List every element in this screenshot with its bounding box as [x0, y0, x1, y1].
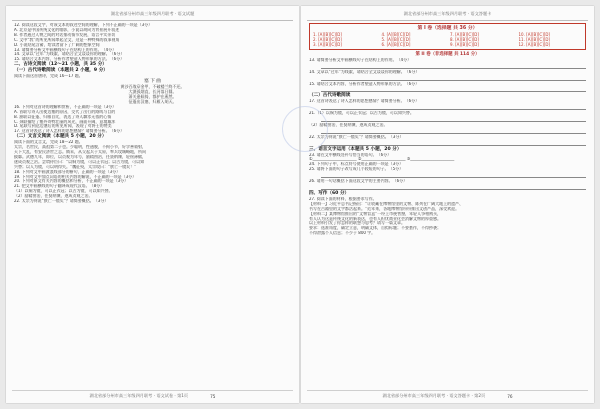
answer-line[interactable] [321, 140, 586, 146]
passage-line: 兴替；以人为镜，可以明得失。”魏征殁，太宗叹曰：“朕亡一镜矣！” [14, 164, 137, 169]
subsection-heading: （二）文言文阅读（本题共 5 小题，20 分） [14, 134, 107, 140]
essay-prompt-line: 要求：选准角度，确定立意，明确文体，自拟标题；不要套作，不得抄袭； [309, 226, 441, 231]
answer-prompt: 26. 请用一句话概括下面这段文字的主要内容。（6分） [309, 179, 408, 184]
part2-title: 第 II 卷（非选择题 共 114 分） [415, 52, 480, 57]
question-line: 19. 下列对文中加点词语的相关内容的解说，不正确的一项是（3分） [14, 174, 137, 179]
left-page-footer [12, 390, 293, 401]
document-spread [6, 6, 594, 403]
question-line: 17. 这首诗表达了诗人怎样的思想感情？请简要分析。（6分） [14, 129, 125, 134]
left-page [6, 6, 299, 403]
subsection-heading: （二）古代诗歌阅读 [309, 93, 351, 99]
question-line: 16. 下列对这首诗的理解和赏析，不正确的一项是（3分） [14, 104, 117, 109]
question-line: 12. 阅读这段文字，对该文本的叙述空间的理解，下列不正确的一项是（3分） [14, 23, 153, 27]
poem-title: 塞 下 曲 [144, 79, 161, 85]
answer-line[interactable] [321, 184, 586, 190]
question-line: 15. 请结合文本内容，分析作者塑造人物形象的方法。（6分） [14, 57, 125, 62]
wenyan-intro: 阅读下面的文言文，完成 18～22 题。 [14, 140, 83, 145]
poem-line: 黄沙百战穿金甲，不破楼兰终不还。 [120, 84, 185, 90]
choice-cell[interactable]: 12. [A][B][C][D] [518, 42, 550, 47]
essay-prompt-line: 不得泄露个人信息；不少于 800 字。 [309, 231, 376, 236]
question-line: （1）以铜为镜，可以正衣冠；以古为镜，可以知兴替。 [14, 189, 113, 194]
question-line: 20. 下列对原文有关内容的概括和分析，不正确的一项是（3分） [14, 179, 129, 184]
choice-cell[interactable]: 5. [A][B][C][D] [381, 37, 411, 42]
answer-prompt: 25. 请将下面的句子改写成几个较短的句子。（5分） [309, 167, 404, 172]
choice-cell[interactable]: 11. [A][B][C][D] [518, 37, 550, 42]
choice-cell[interactable]: 2. [A][B][C][D] [313, 37, 342, 42]
answer-blanks[interactable]: ①______________________ ②______________________ ③______________________ [309, 157, 455, 162]
essay-prompt-line: 【材料一】习近平总书记指出：“让收藏在博物馆里的文物、陈列在广阔大地上的遗产、 [309, 201, 464, 206]
essay-prompt-line: 27. 阅读下面的材料，根据要求写作。 [309, 196, 377, 201]
question-line: 22. 太宗为何说“朕亡一镜矣”？请简要概括。（3分） [14, 199, 109, 204]
answer-prompt: 22. 太宗为何说“朕亡一镜矣”？请简要概括。（3分） [309, 134, 404, 139]
right-page [301, 6, 594, 403]
answer-line[interactable] [321, 63, 586, 69]
poem-line: 征蓬出汉塞，归雁入胡天。 [128, 98, 177, 104]
subsection-heading: 三、语言文字运用（本题共 5 小题，20 分） [309, 146, 402, 152]
answer-prompt: （2）励精图治，任贤纳谏，遂成贞观之治。 [309, 122, 388, 127]
answer-line[interactable] [321, 87, 586, 93]
poem-line: 大漠孤烟直，长河落日圆。 [128, 89, 177, 95]
answer-prompt: 14. 文章以“过年”为线索，请结合全文谈谈你的理解。（6分） [309, 69, 420, 74]
right-page-header: 湖北省部分州市高三年级四月联考 · 语文答题卡 [307, 8, 588, 21]
choice-row [313, 42, 582, 47]
right-page-content [309, 23, 586, 389]
left-page-header: 湖北省部分州市高三年级四月联考 · 语文试题 [12, 8, 293, 21]
answer-prompt: 17. 这首诗表达了诗人怎样的思想感情？请简要分析。（6分） [309, 99, 420, 104]
left-page-content [14, 23, 291, 389]
choice-cell[interactable]: 6. [A][B][C][D] [381, 42, 411, 47]
poem-intro: 阅读下面这首唐诗，完成 16～17 题。 [14, 74, 83, 79]
question-line: B. 作者通过人物之间的对话推动情节发展，语言平实亲切 [14, 32, 116, 37]
page-number: 75 [210, 393, 216, 399]
essay-prompt-line: 【材料二】某博物馆推出的“文物盲盒”一经上市便售罄，年轻人争相购买， [309, 211, 442, 216]
question-line: 21. 把文中画横线的句子翻译成现代汉语。（8分） [14, 184, 105, 189]
answer-line[interactable] [321, 116, 586, 122]
subsection-heading: 四、写作（60 分） [309, 190, 350, 196]
poem-line: 萧关逢候骑，都护在燕然。 [128, 93, 177, 99]
answer-grid-box [309, 23, 586, 50]
essay-prompt-line: 以上材料引发了你怎样的联想与思考？请写一篇文章。 [309, 221, 405, 226]
question-line: C. 文中“我”的所见所闻串起全文，这是一种特殊的叙事视角 [14, 37, 120, 42]
section-heading: 二、古诗文阅读（12～21 小题，共 35 分） [14, 62, 107, 68]
right-page-footer [307, 390, 588, 401]
answer-line[interactable] [321, 128, 586, 134]
answer-prompt: 21.（1）以铜为镜，可以正衣冠；以古为镜，可以知兴替。 [309, 111, 414, 116]
choice-cell[interactable]: 8. [A][B][C][D] [450, 37, 479, 42]
answer-line[interactable] [321, 104, 586, 110]
question-line: D. 小说结尾含蓄，给读者留下了广阔的想象空间 [14, 42, 100, 47]
subsection-heading: （一）古代诗歌阅读（本题共 2 小题，9 分） [14, 68, 108, 74]
page-number: 76 [507, 393, 513, 399]
footer-note: 湖北省部分州市高三年级四月联考 · 语文答题卡 · 第2页 [382, 393, 486, 398]
question-line: A. 北京是中国传统文化的缩影，小说以胡同为背景展开叙述 [14, 27, 120, 32]
choice-cell[interactable]: 1. [A][B][C][D] [313, 32, 342, 37]
passage-line: 遂成贞观之治。尝谓侍臣曰：“以铜为镜，可以正衣冠；以古为镜，可以知 [14, 159, 145, 164]
choice-cell[interactable]: 10. [A][B][C][D] [518, 32, 550, 37]
answer-prompt: 24. 下列句子中，标点符号使用正确的一项是（3分） [309, 162, 404, 167]
choice-cell[interactable]: 3. [A][B][C][D] [313, 42, 342, 47]
question-line: （2）励精图治，任贤纳谏，遂成贞观之治。 [14, 194, 93, 199]
answer-grid-title: 第 I 卷（选择题 共 36 分） [417, 26, 478, 31]
passage-line: 天下大乱，有安民济世之志。隋末，从父起兵于太原，率兵攻城略地，所向 [14, 150, 146, 155]
question-line: A. 首联写诗人出使边塞的原因，交代了出行的路线与目的 [14, 109, 116, 114]
essay-prompt-line: 有人认为这是传统文化的新表达，也有人担忧商业化会消解文物的厚重感。 [309, 216, 441, 221]
question-line: C. 颈联描绘了塞外奇特壮丽的风光，画面开阔，意境雄浑 [14, 119, 116, 124]
choice-cell[interactable]: 9. [A][B][C][D] [450, 42, 479, 47]
question-line: 13. 请简要分析文中画横线句子在结构上的作用。（4分） [14, 47, 117, 52]
answer-prompt: 15. 请结合文本内容，分析作者塑造人物形象的方法。（6分） [309, 81, 420, 86]
footer-note: 湖北省部分州市高三年级四月联考 · 语文试卷 · 第1页 [89, 393, 189, 398]
answer-line[interactable] [321, 172, 586, 178]
watermark-seal [282, 106, 328, 152]
answer-prompt: 13. 请简要分析文中画横线句子在结构上的作用。（4分） [309, 58, 412, 62]
question-line: 18. 下列对文中画波浪线部分的断句，正确的一项是（3分） [14, 169, 121, 174]
answer-prompt: 23. 请在文中横线处补写恰当的语句。（6分） [309, 152, 392, 157]
answer-line[interactable] [321, 75, 586, 81]
passage-line: 太宗，名世民，高祖第二子也。少聪明，性通脱，不拘小节，好学善骑射， [14, 145, 146, 150]
essay-prompt-line: 书写在古籍里的文字都活起来。”近年来，各地博物馆纷纷推出文创产品，深受欢迎。 [309, 206, 460, 211]
choice-cell[interactable]: 4. [A][B][C][D] [381, 32, 411, 37]
choice-cell[interactable]: 7. [A][B][C][D] [450, 32, 479, 37]
question-line: D. 尾联写到达边塞后的所见所闻，表现了对将士的赞美 [14, 124, 112, 129]
passage-line: 披靡。武德九年，即位，以贞观为年号，励精图治，任贤纳谏，轻徭薄赋， [14, 154, 146, 159]
question-line: 14. 文章以“过年”为线索，请结合全文谈谈你的理解。（6分） [14, 52, 125, 57]
question-line: B. 颔联以征蓬、归雁自比，表达了诗人飘零无依的心情 [14, 114, 112, 119]
